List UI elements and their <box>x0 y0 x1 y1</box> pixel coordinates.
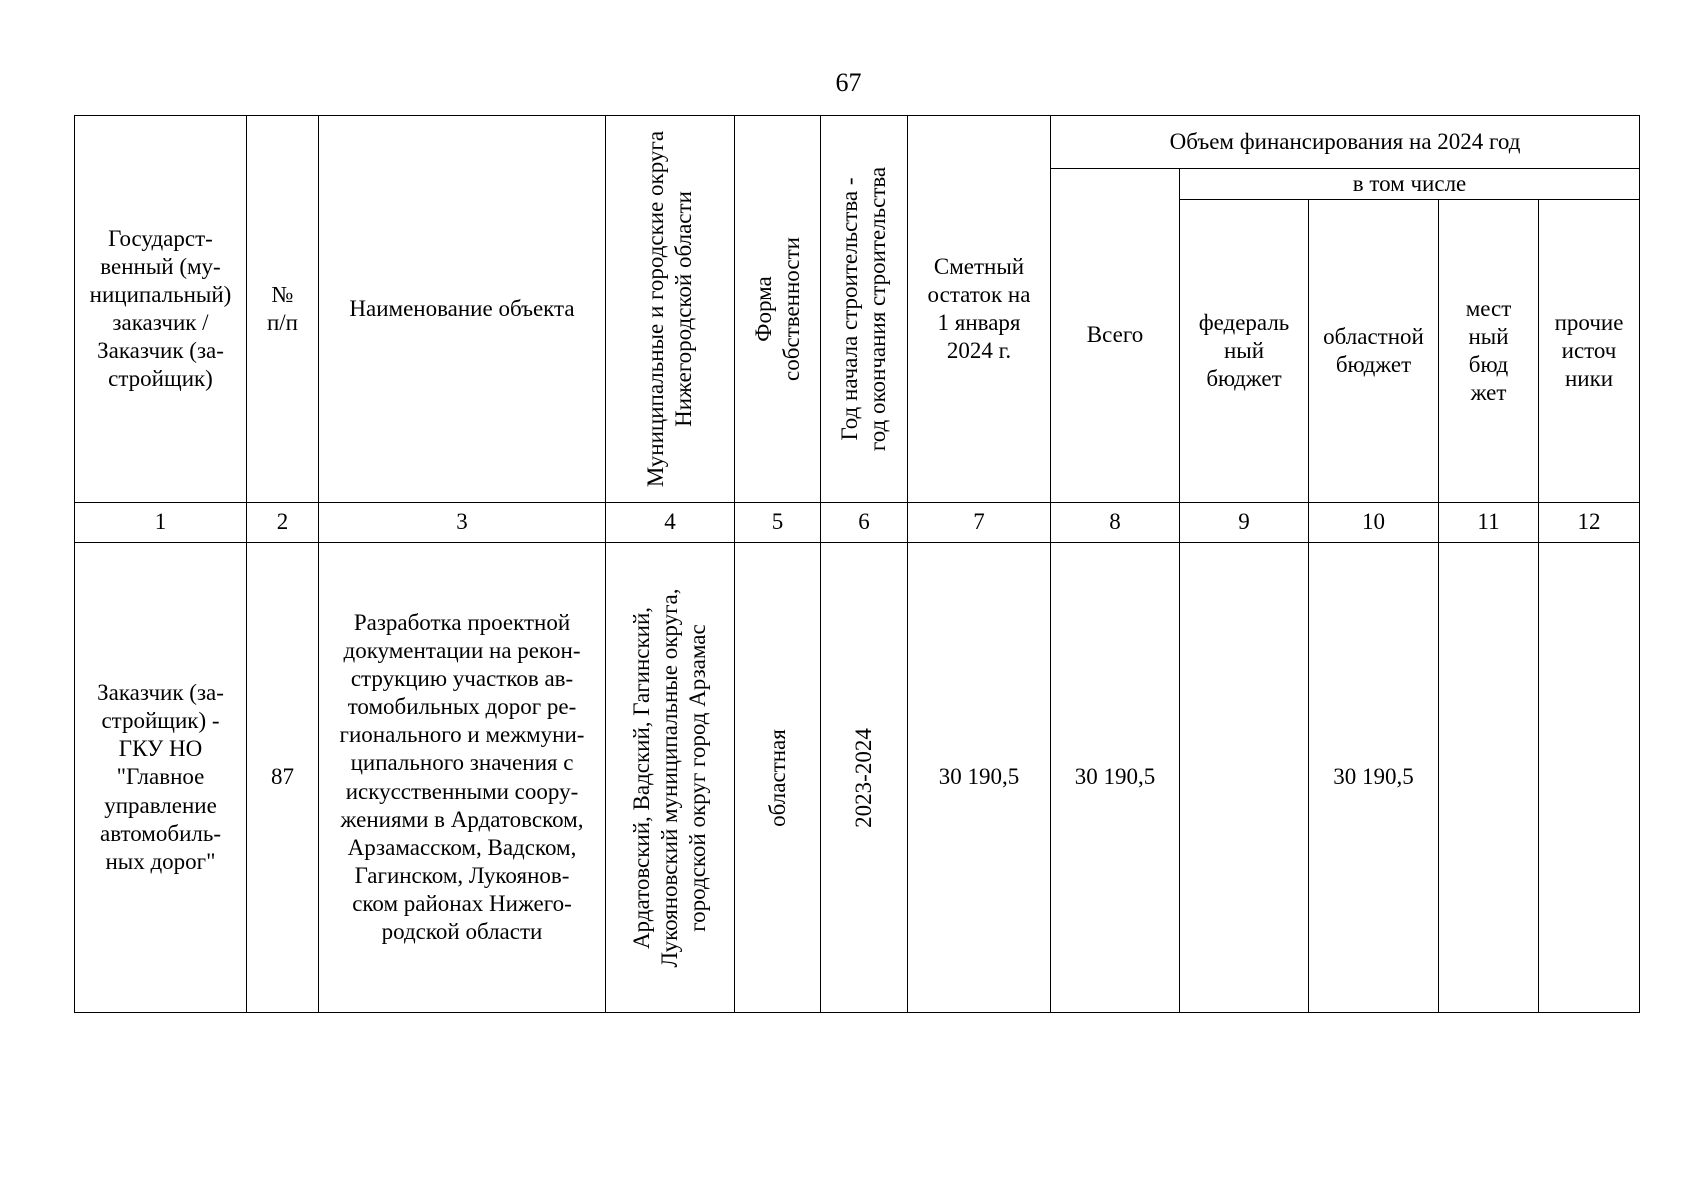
cell-balance: 30 190,5 <box>908 543 1051 1013</box>
column-number: 3 <box>319 503 606 543</box>
header-municipalities: Муниципальные и городские округа Нижегородской области <box>606 116 735 503</box>
column-number: 2 <box>247 503 319 543</box>
column-number: 6 <box>821 503 908 543</box>
header-balance: Сметный остаток на 1 января 2024 г. <box>908 116 1051 503</box>
column-number: 7 <box>908 503 1051 543</box>
column-number: 10 <box>1309 503 1439 543</box>
cell-customer: Заказчик (за- стройщик) - ГКУ НО "Главное управление автомобиль- ных дорог" <box>75 543 247 1013</box>
column-number: 5 <box>735 503 821 543</box>
header-including: в том числе <box>1180 169 1640 200</box>
cell-federal <box>1180 543 1309 1013</box>
header-customer: Государст- венный (му- ниципальный) заказчик / Заказчик (за- стройщик) <box>75 116 247 503</box>
header-ownership: Форма собственности <box>735 116 821 503</box>
cell-number: 87 <box>247 543 319 1013</box>
table-row <box>75 543 1640 1013</box>
header-local: мест ный бюд жет <box>1439 200 1539 503</box>
column-number: 1 <box>75 503 247 543</box>
cell-total: 30 190,5 <box>1051 543 1180 1013</box>
page-number: 67 <box>835 68 862 97</box>
cell-regional: 30 190,5 <box>1309 543 1439 1013</box>
cell-other <box>1539 543 1640 1013</box>
header-other: прочие источ ники <box>1539 200 1640 503</box>
column-number: 9 <box>1180 503 1309 543</box>
column-number: 4 <box>606 503 735 543</box>
cell-years: 2023-2024 <box>821 543 908 1013</box>
header-total: Всего <box>1051 169 1180 503</box>
column-number-row <box>75 503 1640 543</box>
cell-local <box>1439 543 1539 1013</box>
header-regional: областной бюджет <box>1309 200 1439 503</box>
header-number: № п/п <box>247 116 319 503</box>
cell-object-name: Разработка проектной документации на рекон- струкцию участков ав- томобильных дорог ре- гионального и межмуни- ципального значения с искусственными соору- жениями в Ардатовском, Арзамасском, Вадском, Гагинском, Лукоянов- ском районах Нижего- родской области <box>319 543 606 1013</box>
column-number: 12 <box>1539 503 1640 543</box>
financing-table <box>74 115 1640 1013</box>
cell-municipalities: Ардатовский, Вадский, Гагинский, Лукояновский муниципальные округа, городской округ город Арзамас <box>606 543 735 1013</box>
header-federal: федераль ный бюджет <box>1180 200 1309 503</box>
column-number: 8 <box>1051 503 1180 543</box>
header-object-name: Наименование объекта <box>319 116 606 503</box>
cell-ownership: областная <box>735 543 821 1013</box>
header-funding: Объем финансирования на 2024 год <box>1051 116 1640 169</box>
column-number: 11 <box>1439 503 1539 543</box>
header-years: Год начала строительства - год окончания строительства <box>821 116 908 503</box>
